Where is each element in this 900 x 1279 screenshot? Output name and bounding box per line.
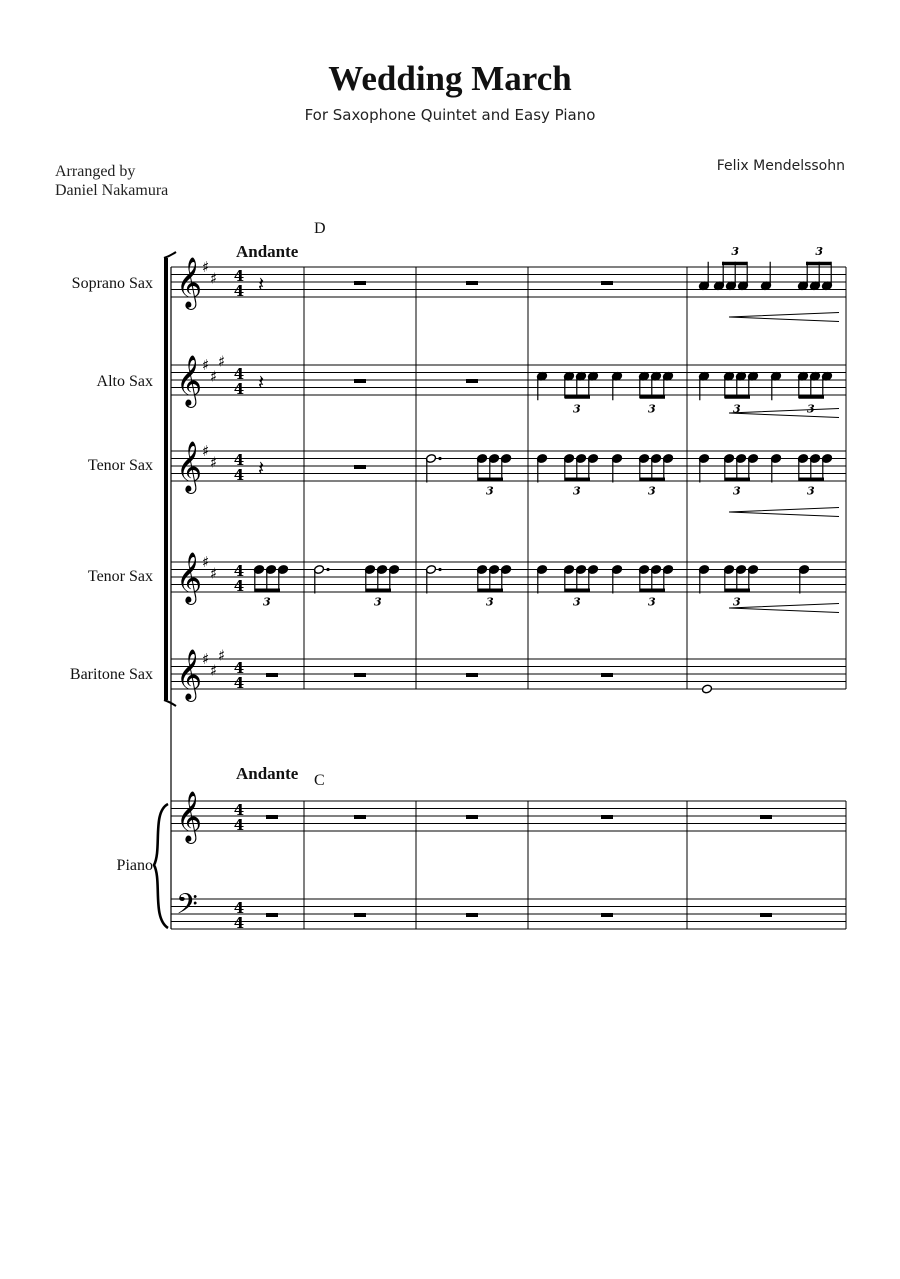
instrument-label-alto-sax: Alto Sax <box>96 373 153 390</box>
piano-tempo-marking: Andante <box>236 764 299 783</box>
piano-brace-icon <box>154 804 168 928</box>
measure-rest <box>466 913 478 917</box>
crescendo-hairpin <box>729 409 839 418</box>
rehearsal-mark-d: D <box>314 220 326 237</box>
treble-clef-icon: 𝄞 <box>176 649 203 700</box>
sharp-accidental: ♯ <box>202 258 210 276</box>
augmentation-dot <box>438 568 441 571</box>
sharp-accidental: ♯ <box>202 553 210 571</box>
quarter-rest: 𝄽 <box>258 370 265 394</box>
treble-clef-icon: 𝄞 <box>176 791 203 842</box>
sharp-accidental: ♯ <box>210 269 218 288</box>
time-signature-numerator: 4 <box>233 899 245 917</box>
whole-note-head <box>701 684 712 694</box>
time-signature-denominator: 4 <box>233 577 245 595</box>
bass-clef-icon: 𝄢 <box>176 888 198 928</box>
tuplet-number: 3 <box>485 595 494 609</box>
tuplet-number: 3 <box>732 402 741 416</box>
sharp-accidental: ♯ <box>210 564 218 583</box>
measure-rest <box>354 379 366 383</box>
tuplet-number: 3 <box>731 244 740 258</box>
quarter-rest: 𝄽 <box>258 456 265 480</box>
beam <box>366 589 391 593</box>
beam <box>722 262 747 266</box>
instrument-label-tenor-sax-2: Tenor Sax <box>87 568 153 585</box>
time-signature-numerator: 4 <box>233 659 245 677</box>
beam <box>478 589 503 593</box>
tuplet-number: 3 <box>647 595 656 609</box>
time-signature-numerator: 4 <box>233 365 245 383</box>
measure-rest <box>266 913 278 917</box>
tempo-marking: Andante <box>236 242 299 261</box>
beam <box>565 589 590 593</box>
sharp-accidental: ♯ <box>210 661 218 680</box>
time-signature-denominator: 4 <box>233 914 245 932</box>
beam <box>640 478 665 482</box>
beam <box>565 395 590 399</box>
tuplet-number: 3 <box>806 402 815 416</box>
treble-clef-icon: 𝄞 <box>176 552 203 603</box>
beam <box>725 589 750 593</box>
tuplet-number: 3 <box>485 484 494 498</box>
sharp-accidental: ♯ <box>202 650 210 668</box>
treble-clef-icon: 𝄞 <box>176 257 203 308</box>
beam <box>640 589 665 593</box>
tuplet-number: 3 <box>262 595 271 609</box>
arranger-name: Daniel Nakamura <box>55 182 169 199</box>
beam <box>478 478 503 482</box>
sharp-accidental: ♯ <box>218 352 226 371</box>
tuplet-number: 3 <box>806 484 815 498</box>
augmentation-dot <box>326 568 329 571</box>
measure-rest <box>466 815 478 819</box>
measure-rest <box>760 913 772 917</box>
instrument-label-piano: Piano <box>116 857 153 874</box>
time-signature-numerator: 4 <box>233 451 245 469</box>
arranger-label: Arranged by <box>55 163 136 180</box>
sharp-accidental: ♯ <box>202 442 210 460</box>
notation-layer <box>154 245 846 932</box>
tuplet-number: 3 <box>815 244 824 258</box>
time-signature-numerator: 4 <box>233 562 245 580</box>
measure-rest <box>354 673 366 677</box>
time-signature-numerator: 4 <box>233 267 245 285</box>
beam <box>725 478 750 482</box>
time-signature-numerator: 4 <box>233 801 245 819</box>
measure-rest <box>266 673 278 677</box>
measure-rest <box>354 815 366 819</box>
piece-subtitle: For Saxophone Quintet and Easy Piano <box>304 106 596 124</box>
time-signature-denominator: 4 <box>233 282 245 300</box>
rehearsal-mark-c: C <box>314 772 325 789</box>
crescendo-hairpin <box>729 313 839 322</box>
measure-rest <box>760 815 772 819</box>
crescendo-hairpin <box>729 508 839 517</box>
tuplet-number: 3 <box>572 595 581 609</box>
beam <box>255 589 280 593</box>
beam <box>799 478 824 482</box>
treble-clef-icon: 𝄞 <box>176 441 203 492</box>
crescendo-hairpin <box>729 604 839 613</box>
tuplet-number: 3 <box>373 595 382 609</box>
tuplet-number: 3 <box>572 402 581 416</box>
tuplet-number: 3 <box>647 402 656 416</box>
beam <box>806 262 831 266</box>
sharp-accidental: ♯ <box>218 646 226 665</box>
measure-rest <box>354 281 366 285</box>
sharp-accidental: ♯ <box>202 356 210 374</box>
tuplet-number: 3 <box>572 484 581 498</box>
measure-rest <box>601 673 613 677</box>
beam <box>565 478 590 482</box>
treble-clef-icon: 𝄞 <box>176 355 203 406</box>
beam <box>640 395 665 399</box>
sharp-accidental: ♯ <box>210 367 218 386</box>
measure-rest <box>354 913 366 917</box>
instrument-label-tenor-sax-1: Tenor Sax <box>87 457 153 474</box>
measure-rest <box>601 281 613 285</box>
measure-rest <box>466 673 478 677</box>
composer-name: Felix Mendelssohn <box>716 158 845 174</box>
beam <box>799 395 824 399</box>
time-signature-denominator: 4 <box>233 466 245 484</box>
tuplet-number: 3 <box>732 595 741 609</box>
quarter-rest: 𝄽 <box>258 272 265 296</box>
time-signature-denominator: 4 <box>233 816 245 834</box>
bracket-top-hook <box>164 252 176 258</box>
time-signature-denominator: 4 <box>233 380 245 398</box>
piece-title: Wedding March <box>328 59 572 98</box>
augmentation-dot <box>438 457 441 460</box>
measure-rest <box>466 379 478 383</box>
measure-rest <box>266 815 278 819</box>
bracket-bottom-hook <box>164 700 176 706</box>
measure-rest <box>601 913 613 917</box>
measure-rest <box>466 281 478 285</box>
sharp-accidental: ♯ <box>210 453 218 472</box>
beam <box>725 395 750 399</box>
tuplet-number: 3 <box>647 484 656 498</box>
instrument-label-soprano-sax: Soprano Sax <box>71 275 153 292</box>
time-signature-denominator: 4 <box>233 674 245 692</box>
measure-rest <box>601 815 613 819</box>
instrument-label-baritone-sax: Baritone Sax <box>69 666 153 683</box>
measure-rest <box>354 465 366 469</box>
tuplet-number: 3 <box>732 484 741 498</box>
